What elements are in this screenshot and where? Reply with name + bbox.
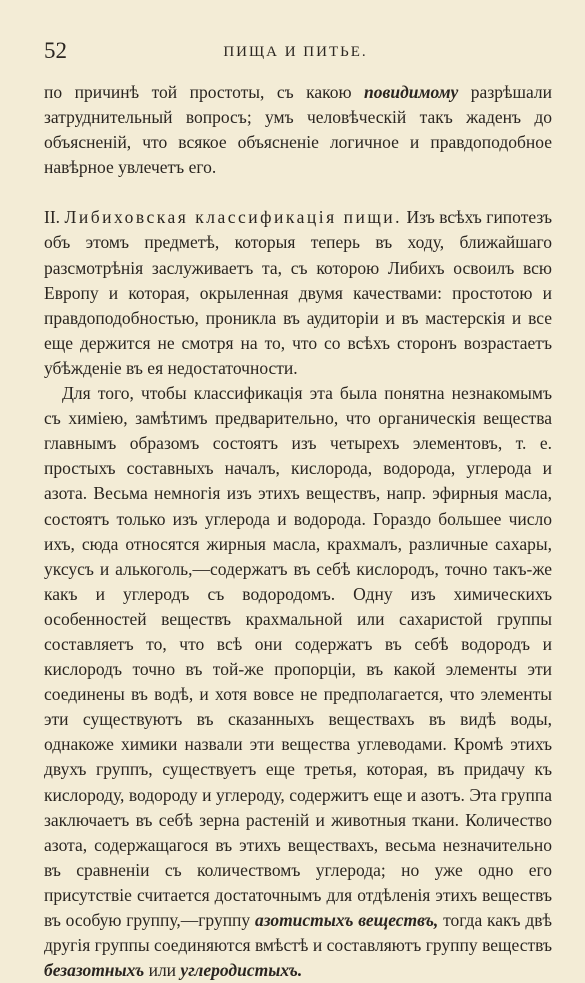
page-header [44, 38, 547, 68]
paragraph-continuation [44, 80, 552, 180]
page-number: 52 [44, 38, 67, 63]
text-run: по причинѣ той простоты, съ какою [44, 82, 365, 102]
emphasis: азотистыхъ веществъ, [254, 910, 439, 930]
text-run: или [144, 960, 181, 981]
body-text [44, 80, 552, 983]
body-paragraph [44, 381, 552, 983]
text-run: разрѣшали затруднительный вопросъ; умъ человѣческій такъ жаденъ до объясненій, что всякое объясненіе логичное и правдоподобное навѣрное увлечетъ его. [44, 82, 552, 178]
section-number: II. [44, 207, 61, 228]
emphasis: повидимому [364, 82, 459, 102]
emphasis: углеродистыхъ. [180, 960, 303, 981]
text-run: тогда какъ двѣ другія группы соединяются вмѣстѣ и составляютъ группу веществъ [44, 910, 553, 956]
text-run: Для того, чтобы классификація эта была понятна незнакомымъ съ химіею, замѣтимъ предварительно, что органическія вещества главнымъ образомъ состоятъ изъ четырехъ элементовъ, т. е. простыхъ составныхъ началъ, кислорода, водорода, углерода и азота. Весьма немногія изъ этихъ веществъ, напр. эфирныя масла, состоятъ только изъ углерода и водорода. Гораздо большее число ихъ, сюда относятся жирныя масла, крахмалъ, различные сахары, уксусъ и алькоголь,—содержатъ въ себѣ кислородъ, точно такъ-же какъ и углеродъ съ водородомъ. Одну изъ химическихъ особенностей веществъ крахмальной или сахаристой группы составляетъ то, что всѣ они содержатъ въ себѣ водородъ и кислородъ точно въ той-же пропорціи, въ какой элементы эти соединены въ водѣ, и хотя вовсе не предполагается, что элементы эти существуютъ въ сказанныхъ веществахъ въ видѣ воды, однакоже химики назвали эти вещества углеводами. Кромѣ этихъ двухъ группъ, существуетъ еще третья, которая, въ придачу къ кислороду, водороду и углероду, содержитъ еще и азотъ. Эта группа заключаетъ въ себѣ зерна растеній и животныя ткани. Количество азота, содержащагося въ этихъ веществахъ, весьма незначительно въ сравненіи съ количествомъ углерода; но уже одно его присутствіе считается достаточнымъ для отдѣленія этихъ веществъ въ особую группу,—группу [44, 383, 552, 930]
section-paragraph [44, 205, 552, 381]
section-title: Либиховская классификація пищи. [64, 207, 403, 228]
text-run: Изъ всѣхъ гипотезъ объ этомъ предметѣ, которыя теперь въ ходу, ближайшаго разсмотрѣнія заслуживаетъ та, съ которою Либихъ освоилъ всю Европу и которая, окрыленная двумя качествами: простотою и правдоподобностью, проникла въ аудиторіи и въ мастерскія и все еще держится не смотря на то, что со всѣхъ сторонъ возрастаетъ убѣжденіе въ ея недостаточности. [44, 207, 552, 378]
running-title: ПИЩА И ПИТЬЕ. [223, 44, 368, 60]
emphasis: безазотныхъ [44, 960, 145, 981]
